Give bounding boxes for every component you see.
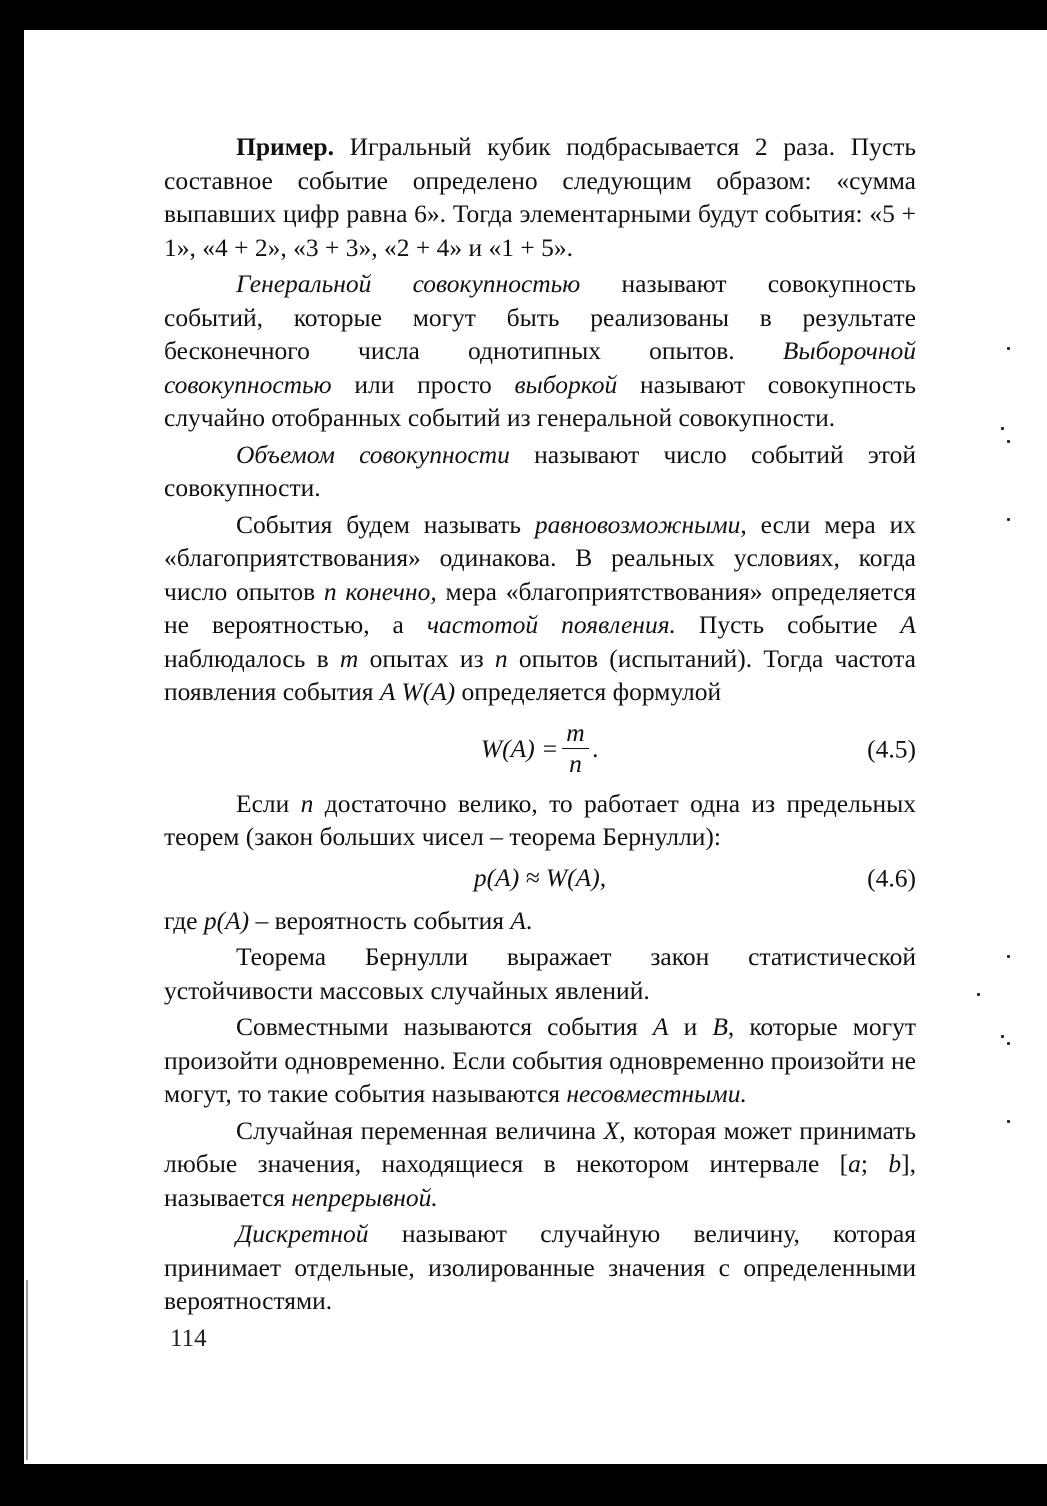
italic-term: A — [900, 610, 916, 639]
scan-speck — [1007, 1120, 1010, 1123]
paragraph-equiprobable — [164, 508, 916, 709]
text-run: , которые могут произойти одновременно. Если события одновременно произойти не могут, то такие события называются — [164, 1012, 916, 1108]
text-run: Теорема Бернулли выражает закон статистической устойчивости массовых случайных явлений. — [164, 942, 916, 1005]
scan-edge-shadow — [26, 1280, 28, 1460]
text-run: События будем называть — [236, 509, 535, 539]
text-run: , которая может принимать любые значения, находящиеся в некотором интервале [ — [164, 1115, 917, 1178]
fraction — [562, 718, 588, 779]
italic-term: b — [888, 1149, 902, 1178]
italic-term: B — [712, 1012, 728, 1041]
paragraph-continuous — [164, 1114, 916, 1215]
scan-specks — [1007, 30, 1027, 1464]
text-run: ; — [860, 1149, 889, 1178]
italic-term: A W(A) — [379, 677, 456, 706]
text-run: и — [668, 1012, 713, 1041]
page-content — [164, 130, 916, 1318]
fraction-numerator: m — [562, 718, 588, 749]
italic-term: m — [339, 643, 359, 673]
italic-term: p(A) — [203, 905, 250, 935]
paragraph-volume — [164, 438, 916, 505]
text-run: называют случайную величину, которая принимает отдельные, изолированные значения с определенными вероятностями. — [164, 1219, 916, 1315]
italic-term: a — [848, 1149, 861, 1178]
scan-speck — [1007, 440, 1010, 443]
italic-term: выборкой — [514, 369, 618, 399]
text-run: где — [164, 905, 204, 935]
formula-body — [164, 719, 916, 779]
fraction-denominator: n — [569, 749, 582, 778]
paragraph-general-population — [164, 267, 916, 435]
page-number: 114 — [170, 1325, 207, 1352]
text-run: называют совокупность случайно отобранных событий из генеральной совокупности. — [164, 369, 916, 432]
italic-term: несовместными. — [566, 1079, 747, 1108]
italic-term: Выборочной совокупностью — [164, 336, 916, 399]
text-run: называют совокупность событий, которые могут быть реализованы в результате бесконечного числа однотипных опытов. — [164, 269, 916, 365]
text-run: Пусть событие — [675, 610, 901, 639]
paragraph-compatible-events — [164, 1010, 916, 1111]
scan-speck — [1001, 427, 1004, 430]
formula-body — [164, 858, 916, 898]
formula-4-6 — [164, 858, 916, 898]
paragraph-bernoulli-theorem — [164, 940, 916, 1007]
text-run: мера «благоприятствования» определяется не вероятностью, а — [164, 576, 916, 639]
paragraph-bernoulli-intro — [164, 787, 916, 854]
scan-speck — [1001, 1035, 1004, 1038]
italic-term: частотой появления. — [426, 610, 676, 639]
scan-speck — [977, 993, 980, 996]
text-run: определяется формулой — [455, 677, 722, 706]
italic-term: Объемом совокупности — [236, 439, 510, 469]
text-run: опытов (испытаний). Тогда частота появления события — [164, 643, 916, 706]
italic-term: n — [494, 643, 508, 673]
italic-term: непрерывной. — [291, 1182, 438, 1212]
text-run: – вероятность события — [249, 905, 511, 935]
paragraph-example — [164, 130, 916, 264]
formula-number: (4.5) — [867, 733, 916, 763]
italic-term: равновозможными, — [534, 509, 747, 539]
formula-lhs: W(A) = — [480, 733, 559, 763]
document-page — [24, 30, 1047, 1464]
text-run: если мера их «благоприятствования» одинакова. В реальных условиях, когда число опытов — [164, 509, 916, 606]
scan-speck — [1007, 347, 1010, 350]
italic-term: n — [300, 788, 314, 818]
italic-term: A — [652, 1012, 669, 1041]
italic-term: Дискретной — [236, 1219, 369, 1248]
text-run: Если — [236, 788, 301, 818]
text-run: достаточно велико, то работает одна из предельных теорем (закон больших чисел – теорема Бернулли): — [164, 788, 916, 851]
paragraph-where — [164, 904, 916, 938]
text-run: или просто — [331, 369, 515, 399]
italic-term: n конечно, — [323, 576, 437, 606]
text-run: Случайная переменная величина — [236, 1115, 604, 1145]
scan-speck — [1007, 955, 1010, 958]
text-run: называют число событий этой совокупности. — [164, 439, 916, 502]
formula-number: (4.6) — [867, 862, 916, 892]
text-run: Совместными называются события — [236, 1012, 653, 1041]
text-run: опытах из — [358, 643, 495, 673]
text-run: Игральный кубик подбрасывается 2 раза. Пусть составное событие определено следующим образом: «сумма выпавших цифр равна 6». Тогда элементарными будут события: «5 + 1», «4 + 2», «3 + 3», «2 + 4» и «1 + 5». — [164, 132, 916, 262]
text-run: . — [525, 905, 533, 935]
italic-term: Генеральной совокупностью — [236, 269, 581, 298]
formula-4-5 — [164, 719, 916, 779]
text-run: наблюдалось в — [164, 643, 340, 673]
italic-term: A — [510, 905, 526, 935]
formula-tail: . — [592, 733, 600, 763]
text-run: ], называется — [164, 1149, 916, 1212]
italic-term: X — [603, 1115, 620, 1145]
scan-speck — [1007, 518, 1010, 521]
paragraph-discrete — [164, 1217, 916, 1318]
scan-speck — [1007, 1042, 1010, 1045]
formula-expression: p(A) ≈ W(A), — [473, 862, 607, 892]
bold-term: Пример. — [236, 132, 334, 161]
